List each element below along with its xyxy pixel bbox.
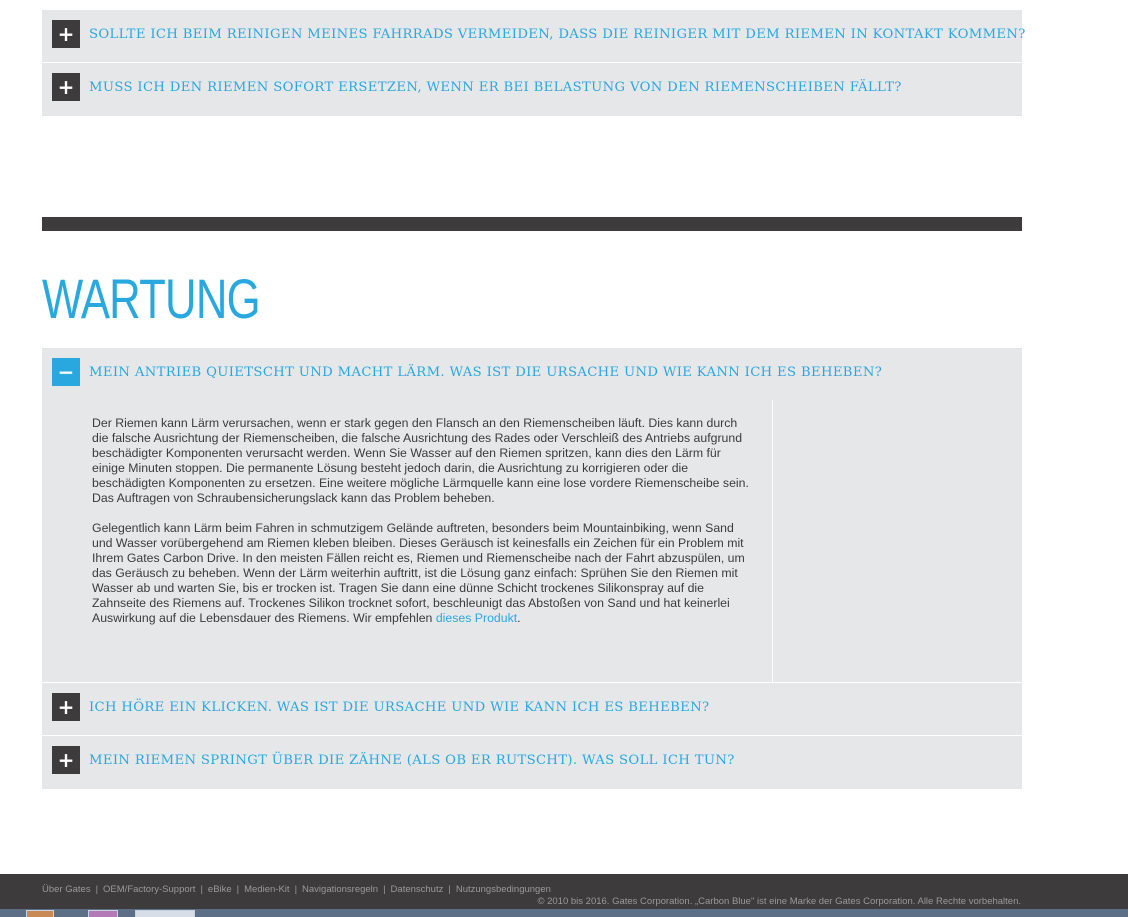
faq-question[interactable]: MUSS ICH DEN RIEMEN SOFORT ERSETZEN, WENN ER BEI BELASTUNG VON DEN RIEMENSCHEIBEN FÄLLT? [89,80,902,95]
footer-link-oem[interactable]: OEM/Factory-Support [103,884,196,895]
taskbar-window-button[interactable] [135,910,195,917]
footer-link-privacy[interactable]: Datenschutz [390,884,444,895]
footer-separator: | [236,884,240,895]
footer-separator: | [200,884,203,895]
answer-paragraph [92,521,752,626]
taskbar-app-icon[interactable] [88,910,118,917]
expand-plus-icon[interactable]: + [52,73,80,101]
os-taskbar [0,909,1128,917]
footer-link-terms[interactable]: Nutzungsbedingungen [455,884,551,895]
answer-text: Gelegentlich kann Lärm beim Fahren in schmutzigem Gelände auftreten, besonders beim Mountainbiking, wenn Sand und Wasser vorübergehend am Riemen kleben bleiben. Dieses Geräusch ist keinesfalls ein Zeichen für ein Problem mit Ihrem Gates Carbon Drive. In den meisten Fällen reicht es, Riemen und Riemenscheibe nach der Fahrt abzuspülen, um das Geräusch zu beheben. Wenn der Lärm weiterhin auftritt, ist die Lösung ganz einfach: Sprühen Sie den Riemen mit Wasser ab und warten Sie, bis er trocken ist. Tragen Sie dann eine dünne Schicht trockenes Silikonspray auf die Zahnseite des Riemens auf. Trockenes Silikon trocknet sofort, beschleunigt das Abstoßen von Sand und hat keinerlei Auswirkung auf die Lebensdauer des Riemens. Wir empfehlen [92,521,745,625]
faq-question[interactable]: MEIN ANTRIEB QUIETSCHT UND MACHT LÄRM. WAS IST DIE URSACHE UND WIE KANN ICH ES BEHEBEN? [89,365,883,380]
faq-answer [92,416,752,641]
faq-question[interactable]: MEIN RIEMEN SPRINGT ÜBER DIE ZÄHNE (ALS OB ER RUTSCHT). WAS SOLL ICH TUN? [89,753,735,768]
column-divider [772,400,773,682]
expand-plus-icon[interactable]: + [52,746,80,774]
faq-item-belt-falls[interactable] [42,63,1022,116]
faq-item-skip[interactable] [42,736,1022,789]
section-divider-bar [42,217,1022,231]
faq-item-click[interactable] [42,683,1022,735]
faq-item-squeak[interactable] [42,348,1022,682]
faq-question[interactable]: SOLLTE ICH BEIM REINIGEN MEINES FAHRRADS VERMEIDEN, DASS DIE REINIGER MIT DEM RIEMEN IN KONTAKT KOMMEN? [89,27,1026,42]
footer-separator: | [95,884,99,895]
faq-item-cleaning[interactable] [42,10,1026,62]
faq-header[interactable] [42,348,1022,400]
expand-plus-icon[interactable]: + [52,693,80,721]
footer-link-media-kit[interactable]: Medien-Kit [244,884,290,895]
footer-link-navigation-rules[interactable]: Navigationsregeln [302,884,379,895]
section-title: WARTUNG [42,267,260,330]
taskbar-app-icon[interactable] [26,910,54,917]
product-link[interactable]: dieses Produkt [435,611,518,625]
footer-link-ebike[interactable]: eBike [207,884,232,895]
expand-plus-icon[interactable]: + [52,20,80,48]
footer-separator: | [294,884,298,895]
answer-end: . [517,611,521,625]
collapse-minus-icon[interactable]: − [52,358,80,386]
faq-question[interactable]: ICH HÖRE EIN KLICKEN. WAS IST DIE URSACHE UND WIE KANN ICH ES BEHEBEN? [89,700,710,715]
footer-separator: | [448,884,451,895]
faq-header[interactable] [42,683,1022,735]
footer-links [42,884,551,895]
faq-header[interactable] [42,10,1026,62]
faq-header[interactable] [42,736,1022,788]
footer-separator: | [383,884,386,895]
footer-copyright: © 2010 bis 2016. Gates Corporation. „Carbon Blue" ist eine Marke der Gates Corporation. Alle Rechte vorbehalten. [537,896,1021,907]
faq-header[interactable] [42,63,1022,115]
footer-link-about[interactable]: Über Gates [42,884,91,895]
answer-paragraph: Der Riemen kann Lärm verursachen, wenn er stark gegen den Flansch an den Riemenscheiben läuft. Dies kann durch die falsche Ausrichtung der Riemenscheiben, die falsche Ausrichtung des Rades oder Verschleiß des Antriebs aufgrund beschädigter Komponenten verursacht werden. Wenn Sie Wasser auf den Riemen spritzen, kann dies den Lärm für einige Minuten stoppen. Die permanente Lösung besteht jedoch darin, die Ausrichtung zu korrigieren oder die beschädigten Komponenten zu ersetzen. Eine weitere mögliche Lärmquelle kann eine lose vordere Riemenscheibe sein. Das Auftragen von Schraubensicherungslack kann das Problem beheben. [92,416,749,505]
